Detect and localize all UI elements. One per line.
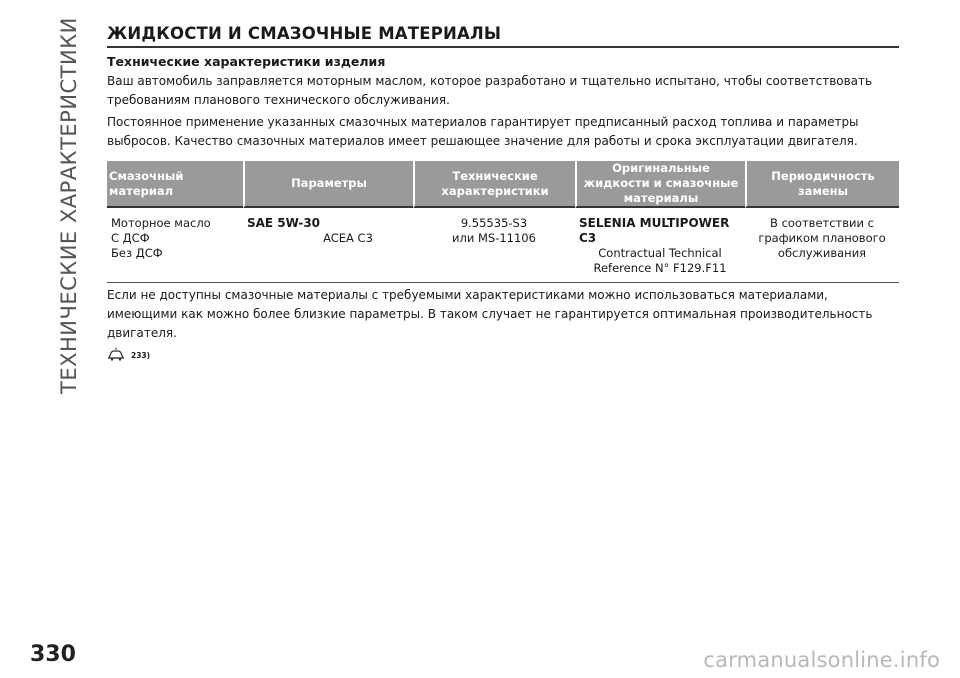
- cell-interval: В соответствии с графиком планового обслуживания: [745, 208, 899, 283]
- material-line: Моторное масло: [111, 216, 211, 230]
- page-content: [107, 24, 899, 361]
- params-main: SAE 5W-30: [247, 216, 321, 230]
- section-subtitle: Технические характеристики изделия: [107, 54, 386, 69]
- cell-material: [107, 208, 243, 283]
- watermark: carmanualsonline.info: [703, 648, 940, 672]
- lubricants-table: [107, 161, 899, 283]
- cell-parameters: [243, 208, 413, 283]
- header-material: Смазочный материал: [107, 161, 243, 208]
- material-line: Без ДСФ: [111, 246, 163, 260]
- header-original-fluids: Оригинальные жидкости и смазочные материалы: [575, 161, 745, 208]
- car-warning-icon: [107, 347, 125, 361]
- reference-marker: [107, 347, 899, 361]
- spec-line: или MS-11106: [452, 231, 536, 245]
- header-replacement-interval: Периодичность замены: [745, 161, 899, 208]
- table-row: [107, 208, 899, 283]
- quality-paragraph: Постоянное применение указанных смазочных материалов гарантирует предписанный расход топлива и параметры выбросов. Качество смазочных материалов имеет решающее значение для работы и срока эксплуатации двигателя.: [107, 115, 859, 148]
- sidebar-section-title: ТЕХНИЧЕСКИЕ ХАРАКТЕРИСТИКИ: [57, 17, 81, 394]
- header-specifications: Технические характеристики: [413, 161, 575, 208]
- material-line: С ДСФ: [111, 231, 150, 245]
- reference-number: 233): [131, 351, 151, 360]
- params-sub: ACEA C3: [323, 231, 373, 245]
- page-number: 330: [30, 642, 76, 667]
- original-main: SELENIA MULTIPOWER C3: [579, 216, 730, 245]
- original-sub: Contractual Technical Reference N° F129.F11: [593, 246, 727, 275]
- intro-paragraph: Ваш автомобиль заправляется моторным маслом, которое разработано и тщательно испытано, чтобы соответствовать требованиям планового технического обслуживания.: [107, 74, 873, 107]
- header-parameters: Параметры: [243, 161, 413, 208]
- cell-specifications: [413, 208, 575, 283]
- substitute-note: Если не доступны смазочные материалы с требуемыми характеристиками можно использоваться материалами, имеющими как можно более близкие параметры. В таком случает не гарантируется оптимальная производительность двигателя.: [107, 288, 873, 340]
- table-header-row: [107, 161, 899, 208]
- section-title: ЖИДКОСТИ И СМАЗОЧНЫЕ МАТЕРИАЛЫ: [107, 24, 899, 48]
- cell-original-fluids: [575, 208, 745, 283]
- spec-line: 9.55535-S3: [460, 216, 528, 230]
